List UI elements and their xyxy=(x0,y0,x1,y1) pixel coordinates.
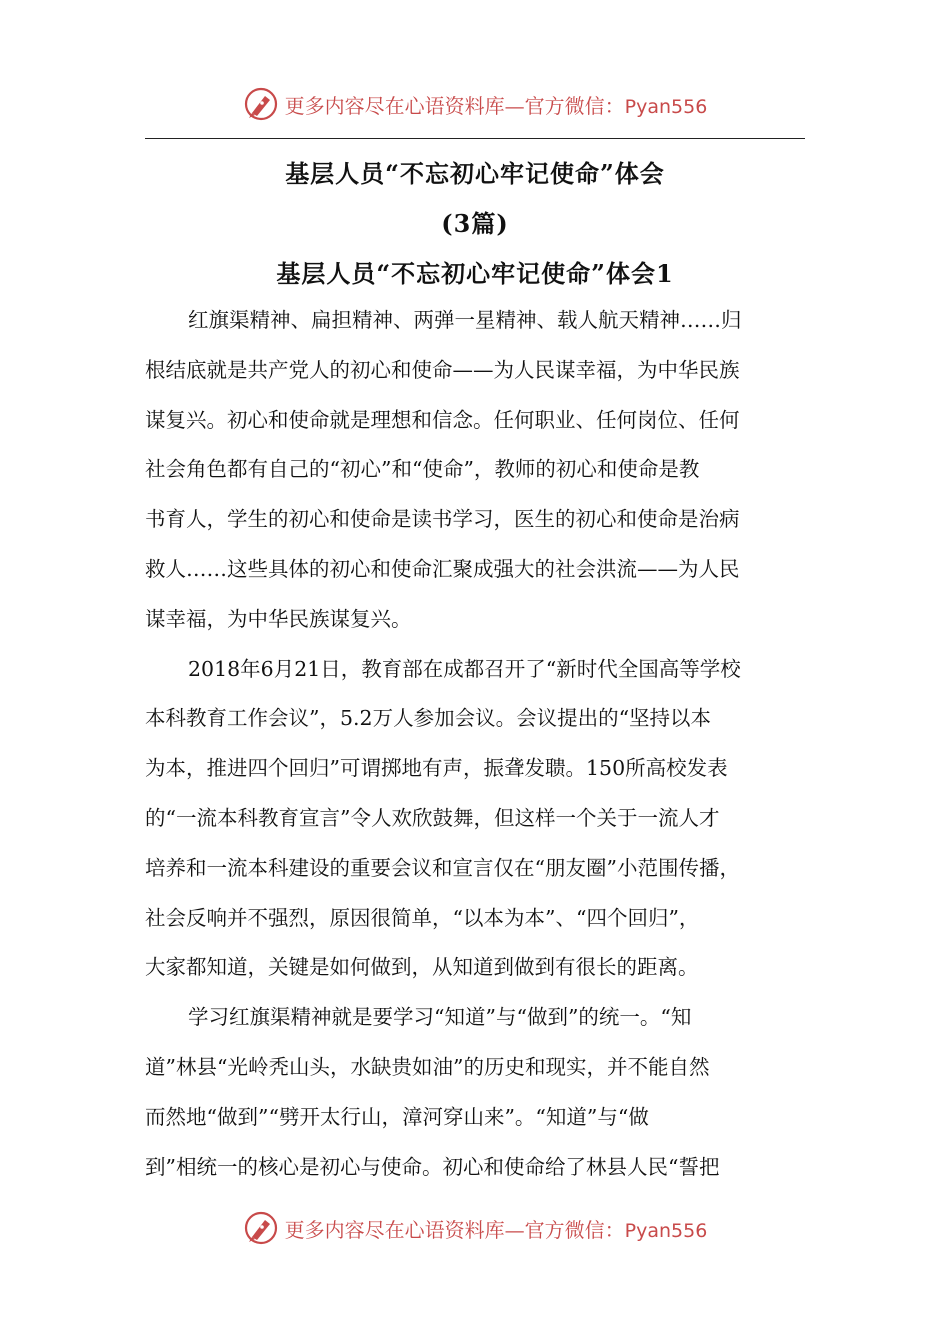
pen-nib-icon xyxy=(243,1210,279,1246)
body-line: 根结底就是共产党人的初心和使命——为人民谋幸福，为中华民族 xyxy=(145,357,740,382)
header-banner-wechat-id: Pyan556 xyxy=(624,95,708,118)
body-line: 道”林县“光岭秃山头，水缺贵如油”的历史和现实，并不能自然 xyxy=(145,1054,710,1079)
footer-banner-text xyxy=(285,1214,708,1243)
footer-banner-wechat-id: Pyan556 xyxy=(624,1219,708,1242)
document-subtitle: (3篇) xyxy=(441,209,509,238)
body-line: 谋幸福，为中华民族谋复兴。 xyxy=(145,606,412,631)
header-banner xyxy=(0,84,950,124)
footer-banner-cn: 更多内容尽在心语资料库—官方微信： xyxy=(284,1217,625,1242)
body-line: 为本，推进四个回归”可谓掷地有声，振聋发聩。150所高校发表 xyxy=(145,756,728,781)
body-line: 救人……这些具体的初心和使命汇聚成强大的社会洪流——为人民 xyxy=(145,556,740,581)
document-title: 基层人员“不忘初心牢记使命”体会 xyxy=(285,159,665,188)
body-line: 培养和一流本科建设的重要会议和宣言仅在“朋友圈”小范围传播， xyxy=(145,855,740,880)
body-line: 社会反响并不强烈，原因很简单，“以本为本”、“四个回归”， xyxy=(145,905,700,930)
body-line: 到”相统一的核心是初心与使命。初心和使命给了林县人民“誓把 xyxy=(145,1154,720,1179)
body-line: 2018年6月21日，教育部在成都召开了“新时代全国高等学校 xyxy=(188,656,741,681)
header-divider xyxy=(145,138,805,139)
body-line: 红旗渠精神、扁担精神、两弹一星精神、载人航天精神……归 xyxy=(188,308,742,332)
document-body xyxy=(145,296,805,1192)
body-line: 而然地“做到”“劈开太行山，漳河穿山来”。“知道”与“做 xyxy=(145,1104,649,1129)
body-line: 谋复兴。初心和使命就是理想和信念。任何职业、任何岗位、任何 xyxy=(145,407,740,432)
body-line: 大家都知道，关键是如何做到，从知道到做到有很长的距离。 xyxy=(145,955,699,980)
body-line: 的“一流本科教育宣言”令人欢欣鼓舞，但这样一个关于一流人才 xyxy=(145,805,720,830)
header-banner-text xyxy=(285,90,708,119)
footer-banner xyxy=(0,1208,950,1248)
body-line: 书育人，学生的初心和使命是读书学习，医生的初心和使命是治病 xyxy=(145,507,740,532)
header-banner-cn: 更多内容尽在心语资料库—官方微信： xyxy=(284,93,625,118)
body-line: 学习红旗渠精神就是要学习“知道”与“做到”的统一。“知 xyxy=(188,1005,692,1030)
body-line: 社会角色都有自己的“初心”和“使命”，教师的初心和使命是教 xyxy=(145,457,700,482)
section-title: 基层人员“不忘初心牢记使命”体会1 xyxy=(276,259,674,288)
body-line: 本科教育工作会议”，5.2万人参加会议。会议提出的“坚持以本 xyxy=(145,706,712,731)
pen-nib-icon xyxy=(243,86,279,122)
